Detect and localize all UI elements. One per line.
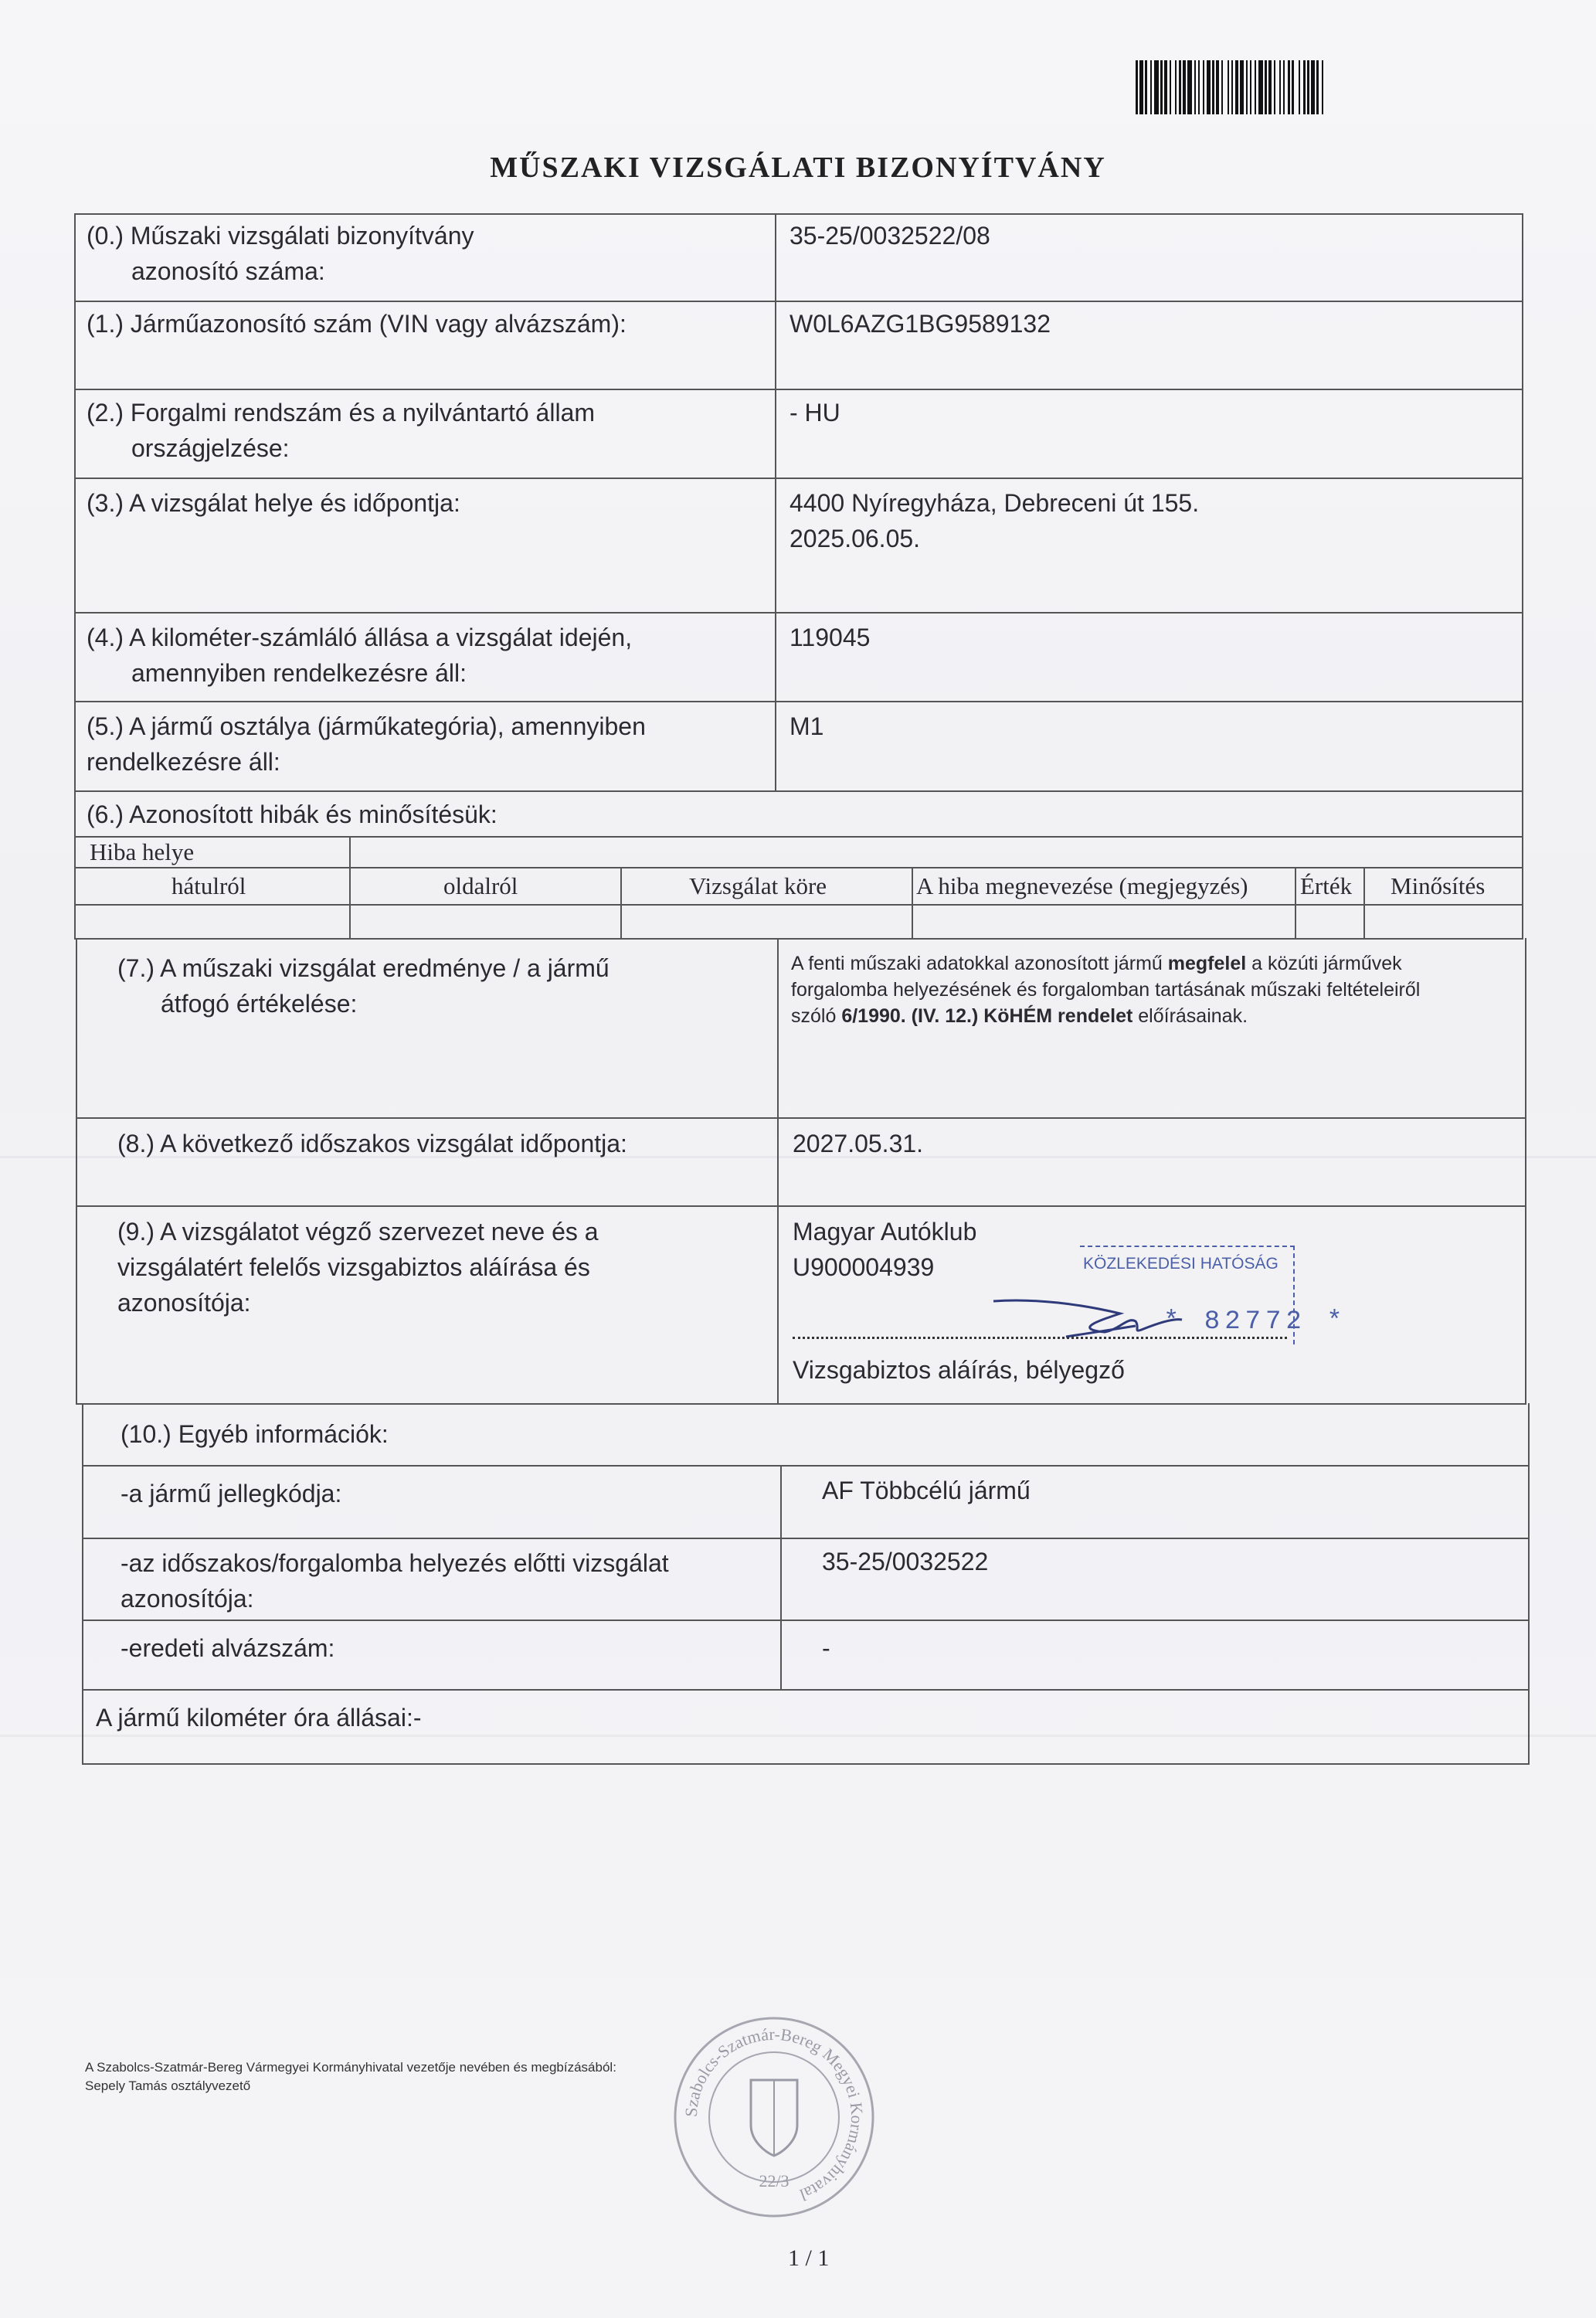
- field-4-label: (4.) A kilométer-számláló állása a vizsgálat idején,: [87, 624, 633, 651]
- defect-location-header: Hiba helye: [90, 838, 195, 865]
- field-8-value: 2027.05.31.: [793, 1130, 924, 1157]
- field-5-label-cont: rendelkezésre áll:: [87, 748, 280, 776]
- field-7-result-line-1: A fenti műszaki adatokkal azonosított jármű megfelel a közúti járművek: [791, 953, 1402, 974]
- vehicle-type-code-value: AF Többcélú jármű: [822, 1477, 1031, 1504]
- field-1-label: (1.) Járműazonosító szám (VIN vagy alvázszám):: [87, 310, 627, 338]
- field-5-value: M1: [790, 712, 824, 740]
- signature-caption: Vizsgabiztos aláírás, bélyegző: [793, 1356, 1125, 1384]
- official-seal: [666, 2009, 882, 2225]
- prior-inspection-id-label-cont: azonosítója:: [121, 1585, 254, 1613]
- svg-text:22/3: 22/3: [759, 2171, 790, 2191]
- field-3-label: (3.) A vizsgálat helye és időpontja:: [87, 489, 460, 517]
- field-9-label: (9.) A vizsgálatot végző szervezet neve és a: [117, 1218, 599, 1246]
- field-0-label: (0.) Műszaki vizsgálati bizonyítvány: [87, 222, 474, 250]
- column-header-rating: Minősítés: [1391, 872, 1486, 899]
- field-7-result-line-3: szóló 6/1990. (IV. 12.) KöHÉM rendelet előírásainak.: [791, 1005, 1248, 1027]
- vehicle-type-code-label: -a jármű jellegkódja:: [121, 1480, 342, 1507]
- issuer-line: A Szabolcs-Szatmár-Bereg Vármegyei Kormányhivatal vezetője nevében és megbízásából:: [85, 2060, 616, 2075]
- field-4-value: 119045: [790, 624, 871, 651]
- field-7-label-cont: átfogó értékelése:: [161, 990, 358, 1018]
- authority-stamp: KÖZLEKEDÉSI HATÓSÁG * 82772 *: [1080, 1246, 1295, 1346]
- organization-id: U900004939: [793, 1253, 935, 1281]
- field-2-value: - HU: [790, 399, 840, 427]
- field-3-value: 4400 Nyíregyháza, Debreceni út 155.: [790, 489, 1200, 517]
- issuer-name: Sepely Tamás osztályvezető: [85, 2078, 251, 2093]
- field-3-date: 2025.06.05.: [790, 525, 921, 552]
- field-4-label-cont: amennyiben rendelkezésre áll:: [131, 659, 467, 687]
- odometer-readings: A jármű kilométer óra állásai:-: [96, 1704, 422, 1732]
- document-title: MŰSZAKI VIZSGÁLATI BIZONYÍTVÁNY: [490, 151, 1106, 184]
- field-0-value: 35-25/0032522/08: [790, 222, 990, 250]
- field-10-label: (10.) Egyéb információk:: [121, 1420, 389, 1448]
- field-2-label-cont: országjelzése:: [131, 434, 290, 462]
- prior-inspection-id-value: 35-25/0032522: [822, 1548, 989, 1575]
- original-chassis-value: -: [822, 1634, 830, 1662]
- field-9-label-cont: vizsgálatért felelős vizsgabiztos aláírása és: [117, 1253, 590, 1281]
- signature-line: [793, 1337, 1287, 1339]
- inspector-signature: [989, 1283, 1190, 1352]
- organization-name: Magyar Autóklub: [793, 1218, 977, 1246]
- column-header-scope: Vizsgálat köre: [689, 872, 827, 899]
- field-8-label: (8.) A következő időszakos vizsgálat időpontja:: [117, 1130, 627, 1157]
- field-7-result-line-2: forgalomba helyezésének és forgalomban tartásának műszaki feltételeiről: [791, 979, 1421, 1001]
- field-1-value: W0L6AZG1BG9589132: [790, 310, 1051, 338]
- column-header-defect-name: A hiba megnevezése (megjegyzés): [916, 872, 1248, 899]
- original-chassis-label: -eredeti alvázszám:: [121, 1634, 335, 1662]
- field-9-label-cont-2: azonosítója:: [117, 1289, 251, 1317]
- field-6-label: (6.) Azonosított hibák és minősítésük:: [87, 800, 497, 828]
- field-0-label-cont: azonosító száma:: [131, 257, 325, 285]
- column-header-rear: hátulról: [171, 872, 246, 899]
- field-5-label: (5.) A jármű osztálya (járműkategória), amennyiben: [87, 712, 646, 740]
- field-7-label: (7.) A műszaki vizsgálat eredménye / a jármű: [117, 954, 610, 982]
- page-number: 1 / 1: [788, 2245, 830, 2271]
- column-header-side: oldalról: [443, 872, 518, 899]
- barcode: [1136, 60, 1505, 114]
- svg-text:Szabolcs-Szatmár-Bereg Megyei: Szabolcs-Szatmár-Bereg Megyei Kormányhivatal: [681, 2024, 868, 2205]
- field-2-label: (2.) Forgalmi rendszám és a nyilvántartó állam: [87, 399, 596, 427]
- prior-inspection-id-label: -az időszakos/forgalomba helyezés előtti vizsgálat: [121, 1549, 669, 1577]
- column-header-value: Érték: [1300, 872, 1353, 899]
